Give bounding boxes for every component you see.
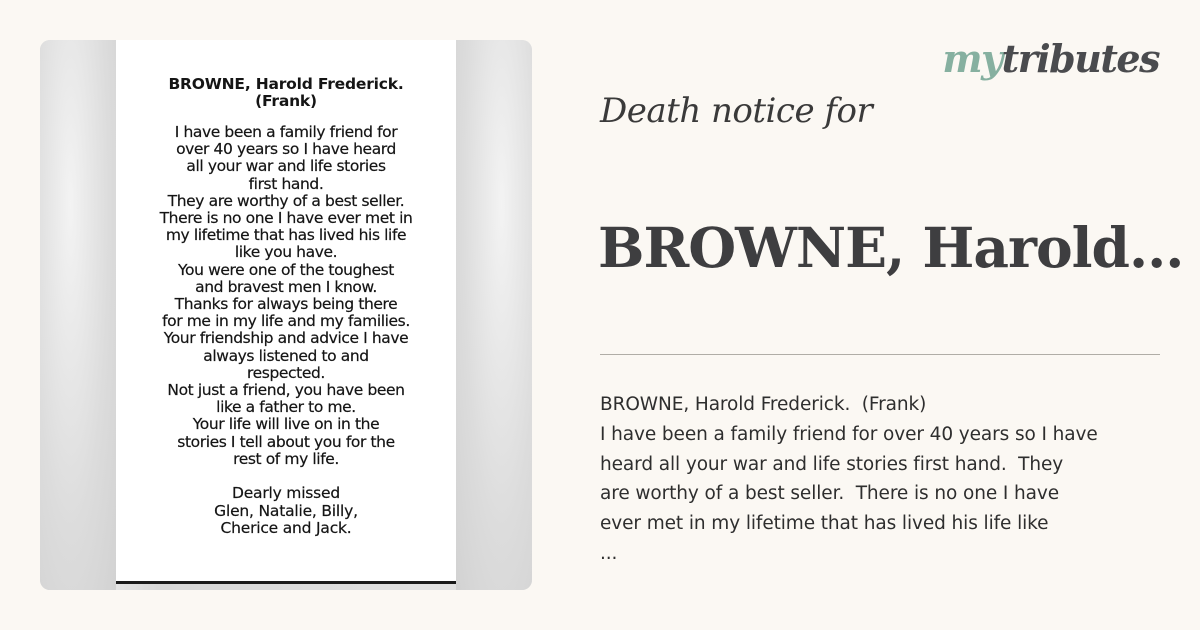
notice-bottom-rule xyxy=(116,581,456,584)
excerpt-line: ever met in my lifetime that has lived his life like xyxy=(600,513,1049,535)
notice-line: Thanks for always being there xyxy=(174,295,398,314)
deceased-name: BROWNE, Harold... xyxy=(598,215,1184,280)
notice-heading-line: BROWNE, Harold Frederick. xyxy=(168,75,404,93)
notice-body xyxy=(116,124,456,468)
notice-line: over 40 years so I have heard xyxy=(176,140,396,159)
excerpt-line: I have been a family friend for over 40 years so I have xyxy=(600,423,1098,445)
excerpt-ellipsis: ... xyxy=(600,542,618,564)
notice-line: They are worthy of a best seller. xyxy=(167,191,405,210)
notice-line: There is no one I have ever met in xyxy=(159,209,413,228)
notice-line: stories I tell about you for the xyxy=(177,432,395,451)
notice-line: I have been a family friend for xyxy=(174,123,398,141)
logo-tributes: tributes xyxy=(1001,36,1159,81)
notice-line: always listened to and xyxy=(203,346,369,365)
excerpt-line: heard all your war and life stories first hand. They xyxy=(600,453,1064,475)
notice-line: Your friendship and advice I have xyxy=(163,329,409,348)
signature-line: Glen, Natalie, Billy, xyxy=(214,501,358,520)
logo-my: my xyxy=(942,36,1002,81)
notice-heading xyxy=(116,76,456,110)
notice-line: respected. xyxy=(247,363,325,382)
notice-background-left xyxy=(40,40,116,590)
notice-line: Not just a friend, you have been xyxy=(167,381,405,400)
excerpt-line: are worthy of a best seller. There is no one I have xyxy=(600,483,1060,505)
notice-clipping xyxy=(116,40,456,584)
notice-line: my lifetime that has lived his life xyxy=(165,226,407,245)
death-notice-image xyxy=(40,40,532,590)
notice-line: You were one of the toughest xyxy=(178,260,394,279)
signature-line: Dearly missed xyxy=(231,484,341,503)
notice-background-right xyxy=(456,40,532,590)
notice-line: all your war and life stories xyxy=(186,157,386,176)
notice-line: for me in my life and my families. xyxy=(162,312,410,331)
notice-line: Your life will live on in the xyxy=(192,415,380,434)
page-subtitle: Death notice for xyxy=(600,91,873,131)
excerpt-line: BROWNE, Harold Frederick. (Frank) xyxy=(600,394,927,415)
notice-signature xyxy=(116,485,456,538)
notice-heading-line: (Frank) xyxy=(255,92,317,110)
notice-line: first hand. xyxy=(248,174,324,193)
notice-excerpt xyxy=(600,390,1160,569)
notice-line: like a father to me. xyxy=(216,398,356,417)
signature-line: Cherice and Jack. xyxy=(220,519,352,538)
mytributes-logo[interactable] xyxy=(942,36,1159,82)
divider xyxy=(600,354,1160,355)
notice-line: and bravest men I know. xyxy=(195,277,377,296)
notice-line: rest of my life. xyxy=(233,449,339,468)
notice-line: like you have. xyxy=(234,243,338,262)
